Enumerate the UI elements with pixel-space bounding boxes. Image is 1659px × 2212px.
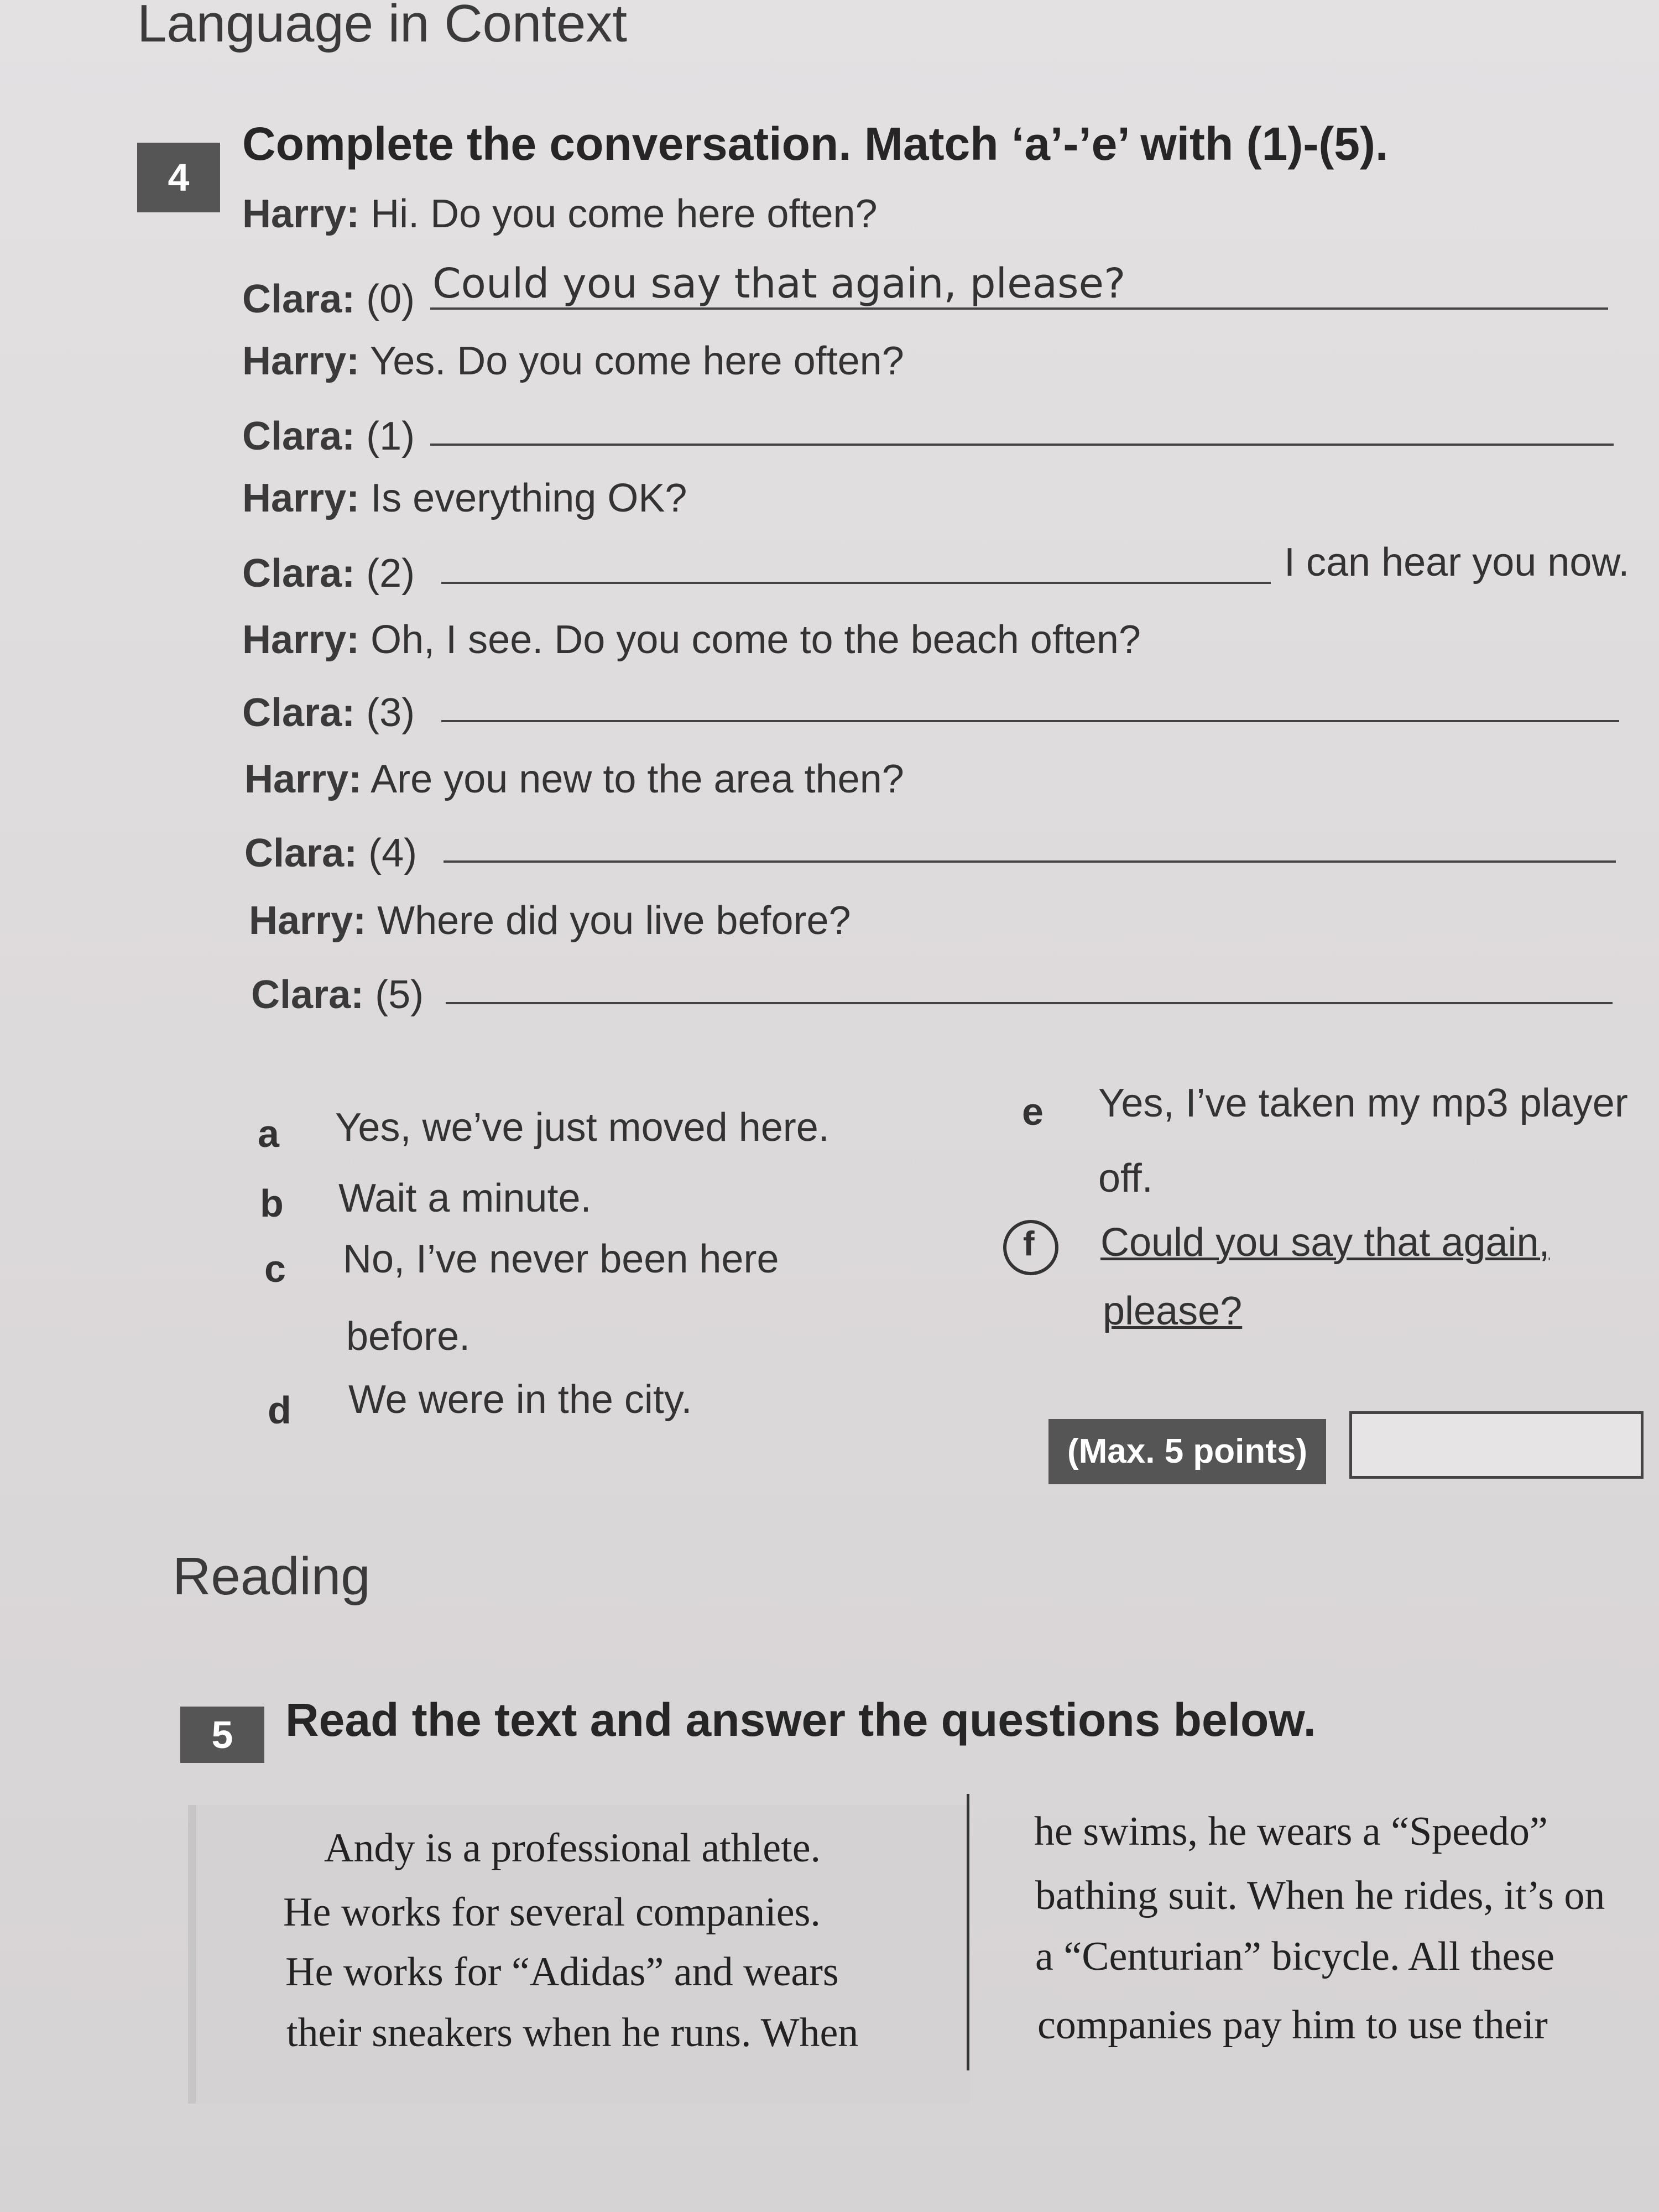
- exercise-5-number: 5: [180, 1707, 264, 1763]
- dialogue-text: (0): [355, 277, 415, 321]
- max-points-badge: (Max. 5 points): [1048, 1419, 1326, 1484]
- speaker-label: Harry:: [249, 899, 367, 943]
- option-text-b: Wait a minute.: [338, 1176, 592, 1220]
- option-letter-d: d: [268, 1389, 291, 1432]
- dialogue-line-clara-5: [251, 972, 424, 1018]
- reading-right-line-3: a “Centurian” bicycle. All these: [1035, 1934, 1555, 1979]
- option-text-e-continued: off.: [1098, 1156, 1153, 1201]
- dialogue-line-harry-4: [244, 757, 904, 802]
- speaker-label: Clara:: [242, 277, 356, 321]
- speaker-label: Clara:: [251, 973, 364, 1017]
- option-letter-e: e: [1022, 1090, 1044, 1133]
- dialogue-line-harry-0: [242, 191, 878, 237]
- exercise-4-title: Complete the conversation. Match ‘a’-’e’ with (1)-(5).: [242, 118, 1389, 170]
- reading-right-line-4: companies pay him to use their: [1037, 2002, 1548, 2048]
- option-text-f-continued: please?: [1103, 1289, 1243, 1333]
- speaker-label: Clara:: [242, 551, 356, 596]
- answer-line-3[interactable]: [441, 720, 1619, 722]
- dialogue-line-harry-3: [242, 617, 1141, 662]
- option-letter-c: c: [264, 1247, 286, 1290]
- dialogue-text: (4): [357, 831, 418, 875]
- speaker-label: Harry:: [242, 476, 360, 520]
- speaker-label: Clara:: [242, 414, 356, 458]
- dialogue-line-clara-4: [244, 831, 417, 876]
- column-divider: [967, 1794, 969, 2070]
- option-letter-a: a: [258, 1112, 279, 1155]
- dialogue-line-clara-0: [242, 276, 415, 322]
- reading-left-line-4: their sneakers when he runs. When: [286, 2010, 859, 2056]
- dialogue-text: Is everything OK?: [359, 476, 687, 520]
- dialogue-text: Hi. Do you come here often?: [359, 192, 878, 236]
- dialogue-line-harry-2: [242, 476, 687, 521]
- dialogue-line-clara-3: [242, 690, 415, 735]
- dialogue-line-clara-1: [242, 414, 415, 459]
- speaker-label: Harry:: [242, 192, 360, 236]
- speaker-label: Clara:: [242, 691, 356, 735]
- dialogue-text: (2): [355, 551, 415, 596]
- answer-line-5[interactable]: [446, 1002, 1613, 1004]
- reading-left-line-3: He works for “Adidas” and wears: [285, 1949, 839, 1995]
- speaker-label: Clara:: [244, 831, 358, 875]
- option-text-e: Yes, I’ve taken my mp3 player: [1098, 1081, 1628, 1125]
- option-text-a: Yes, we’ve just moved here.: [335, 1105, 830, 1150]
- line-2-suffix: I can hear you now.: [1284, 540, 1630, 585]
- option-text-d: We were in the city.: [348, 1378, 692, 1422]
- section-heading-language: Language in Context: [137, 0, 628, 53]
- dialogue-text: Are you new to the area then?: [362, 757, 904, 801]
- dialogue-line-clara-2: [242, 551, 415, 596]
- dialogue-text: (5): [364, 973, 424, 1017]
- section-heading-reading: Reading: [173, 1547, 371, 1606]
- dialogue-text: Yes. Do you come here often?: [359, 339, 904, 383]
- speaker-label: Harry:: [242, 618, 360, 662]
- reading-left-line-1: Andy is a professional athlete.: [324, 1825, 821, 1871]
- option-text-c-continued: before.: [346, 1314, 471, 1359]
- option-letter-b: b: [260, 1182, 284, 1225]
- example-answer-handwritten: Could you say that again, please?: [432, 260, 1126, 307]
- exercise-4-number: 4: [137, 143, 220, 212]
- option-text-f: Could you say that again,: [1100, 1220, 1550, 1265]
- dialogue-text: (1): [355, 414, 415, 458]
- exercise-5-title: Read the text and answer the questions below.: [285, 1694, 1316, 1746]
- answer-line-4[interactable]: [444, 860, 1616, 863]
- answer-line-2[interactable]: [441, 582, 1271, 584]
- reading-left-line-2: He works for several companies.: [283, 1890, 821, 1935]
- reading-right-line-2: bathing suit. When he rides, it’s on: [1035, 1873, 1605, 1918]
- dialogue-text: (3): [355, 691, 415, 735]
- dialogue-line-harry-5: [249, 898, 851, 943]
- option-letter-f: f: [1023, 1225, 1035, 1263]
- dialogue-line-harry-1: [242, 338, 904, 384]
- option-text-c: No, I’ve never been here: [343, 1237, 779, 1281]
- dialogue-text: Oh, I see. Do you come to the beach often?: [359, 618, 1141, 662]
- answer-line-1[interactable]: [430, 444, 1614, 446]
- speaker-label: Harry:: [244, 757, 362, 801]
- reading-right-line-1: he swims, he wears a “Speedo”: [1034, 1809, 1548, 1854]
- speaker-label: Harry:: [242, 339, 360, 383]
- dialogue-text: Where did you live before?: [366, 899, 851, 943]
- score-input-box[interactable]: [1349, 1411, 1644, 1479]
- answer-line-0: [430, 307, 1608, 310]
